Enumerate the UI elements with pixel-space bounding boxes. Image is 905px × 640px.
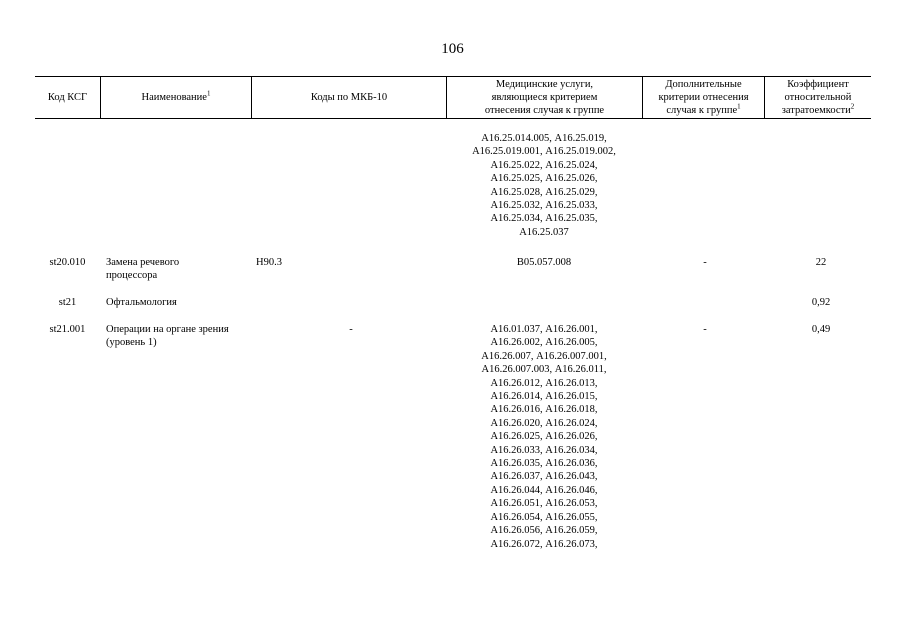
header-code-label: Код КСГ xyxy=(47,92,88,103)
header-code xyxy=(35,77,100,118)
header-med-label: Медицинские услуги, являющиеся критерием отнесения случая к группе xyxy=(484,79,605,116)
page-number: 106 xyxy=(441,41,464,57)
ksg-name-cell: Операции на органе зрения (уровень 1) xyxy=(106,324,229,349)
mkb-codes-cell: H90.3 xyxy=(256,257,282,268)
table-header-bottom-rule xyxy=(35,118,871,119)
footnote-marker: 2 xyxy=(850,102,855,111)
header-add xyxy=(643,77,764,118)
header-coef xyxy=(765,77,871,118)
ksg-code-cell: st21 xyxy=(58,297,77,308)
coefficient-cell: 22 xyxy=(815,257,827,268)
ksg-name-cell: Офтальмология xyxy=(106,297,177,308)
header-add-label: Дополнительные критерии отнесения случая к группе xyxy=(658,79,749,116)
additional-criteria-cell: - xyxy=(703,324,707,335)
footnote-marker: 1 xyxy=(737,102,741,111)
coefficient-cell: 0,49 xyxy=(811,324,831,335)
services-cell: А16.01.037, А16.26.001, А16.26.002, А16.26.005, А16.26.007, А16.26.007.001, А16.26.007.003, А16.26.011, А16.26.012, А16.26.013, А16.26.014, А16.26.015, А16.26.016, А16.26.018, А16.26.020, А16.26.024, А16.26.025, А16.26.026, А16.26.033, А16.26.034, А16.26.035, А16.26.036, А16.26.037, А16.26.043, А16.26.044, А16.26.046, А16.26.051, А16.26.053, А16.26.054, А16.26.055, А16.26.056, А16.26.059, А16.26.072, А16.26.073, xyxy=(481,324,607,550)
header-name-label: Наименование xyxy=(141,92,207,103)
header-name xyxy=(101,77,251,118)
ksg-name-cell: Замена речевого процессора xyxy=(106,257,180,282)
coefficient-cell: 0,92 xyxy=(811,297,831,308)
header-mkb-label: Коды по МКБ-10 xyxy=(310,92,388,103)
header-coef-label: Коэффициент относительной затратоемкости xyxy=(781,79,852,116)
services-cell: А16.25.014.005, А16.25.019, А16.25.019.001, А16.25.019.002, А16.25.022, А16.25.024, А16.25.025, А16.25.026, А16.25.028, А16.25.029, А16.25.032, А16.25.033, А16.25.034, А16.25.035, А16.25.037 xyxy=(472,133,616,238)
footnote-marker: 1 xyxy=(206,89,211,98)
header-med xyxy=(447,77,642,118)
ksg-code-cell: st20.010 xyxy=(49,257,86,268)
header-mkb xyxy=(252,77,446,118)
additional-criteria-cell: - xyxy=(703,257,707,268)
ksg-code-cell: st21.001 xyxy=(49,324,86,335)
mkb-codes-cell: - xyxy=(349,324,353,335)
services-cell: В05.057.008 xyxy=(516,257,572,268)
